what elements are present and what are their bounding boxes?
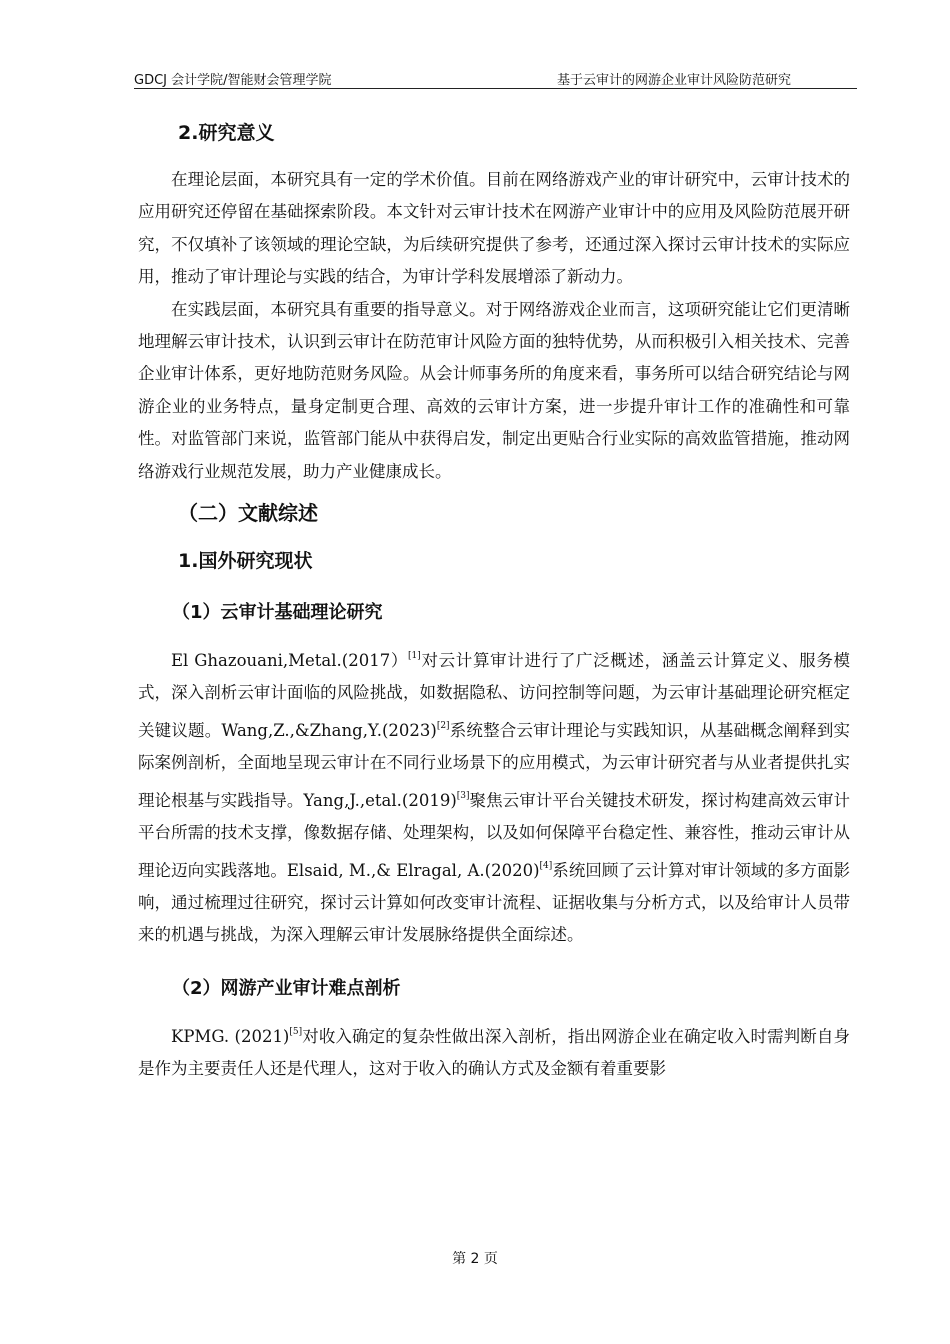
text-run: 系统整合云审计理论与实践知识，从基础概念阐释到实际案例剖析，全面地呈现云审计在不同行业场景下的应用模式，为云审计研究者与从业者提供扎实理论根基与实践指导。Yang,J.,etal.(2019) (138, 720, 850, 810)
citation-marker[interactable]: [3] (456, 790, 470, 801)
heading-cloud-audit-theory: （1）云审计基础理论研究 (172, 602, 383, 624)
text-run: KPMG. (2021) (171, 1026, 290, 1046)
paragraph-game-audit-difficulty (138, 1016, 850, 1086)
header-left-text: GDCJ 会计学院/智能财会管理学院 (134, 73, 332, 88)
heading-foreign-research: 1.国外研究现状 (178, 550, 313, 573)
citation-marker[interactable]: [4] (539, 860, 553, 871)
citation-marker[interactable]: [1] (408, 651, 421, 662)
citation-marker[interactable]: [5] (289, 1026, 303, 1037)
page-content (138, 112, 850, 1086)
heading-game-audit-difficulty: （2）网游产业审计难点剖析 (172, 977, 401, 999)
text-run: 聚焦云审计平台关键技术研发，探讨构建高效云审计平台所需的技术支撑，像数据存储、处理架构，以及如何保障平台稳定性、兼容性，推动云审计从理论迈向实践落地。Elsaid, M.,& Elragal, A.(2020) (138, 790, 851, 880)
heading-research-significance: 2.研究意义 (178, 122, 275, 144)
heading-literature-review: （二）文献综述 (178, 501, 318, 526)
citation-marker[interactable]: [2] (436, 720, 450, 731)
text-run: El Ghazouani,Metal.(2017） (171, 651, 409, 671)
text-run: 对收入确定的复杂性做出深入剖析，指出网游企业在确定收入时需判断自身是作为主要责任人还是代理人，这对于收入的确认方式及金额有着重要影 (138, 1026, 850, 1079)
header-right-text: 基于云审计的网游企业审计风险防范研究 (556, 73, 791, 88)
paragraph-theory: 在理论层面，本研究具有一定的学术价值。目前在网络游戏产业的审计研究中，云审计技术的应用研究还停留在基础探索阶段。本文针对云审计技术在网游产业审计中的应用及风险防范展开研究，不仅填补了该领域的理论空缺，为后续研究提供了参考，还通过深入探讨云审计技术的实际应用，推动了审计理论与实践的结合，为审计学科发展增添了新动力。 (138, 170, 850, 287)
page-number: 第 2 页 (452, 1251, 498, 1267)
text-run: 系统回顾了云计算对审计领域的多方面影响，通过梳理过往研究，探讨云计算如何改变审计流程、证据收集与分析方式，以及给审计人员带来的机遇与挑战，为深入理解云审计发展脉络提供全面综述。 (138, 860, 851, 945)
paragraph-cloud-audit-theory (138, 640, 850, 952)
text-run: 对云计算审计进行了广泛概述，涵盖云计算定义、服务模式，深入剖析云审计面临的风险挑战，如数据隐私、访问控制等问题，为云审计基础理论研究框定关键议题。Wang,Z.,&Zhang,Y.(2023) (138, 651, 851, 740)
paragraph-practice: 在实践层面，本研究具有重要的指导意义。对于网络游戏企业而言，这项研究能让它们更清晰地理解云审计技术，认识到云审计在防范审计风险方面的独特优势，从而积极引入相关技术、完善企业审计体系，更好地防范财务风险。从会计师事务所的角度来看，事务所可以结合研究结论与网游企业的业务特点，量身定制更合理、高效的云审计方案，进一步提升审计工作的准确性和可靠性。对监管部门来说，监管部门能从中获得启发，制定出更贴合行业实际的高效监管措施，推动网络游戏行业规范发展，助力产业健康成长。 (138, 299, 850, 481)
page-header (134, 68, 857, 89)
